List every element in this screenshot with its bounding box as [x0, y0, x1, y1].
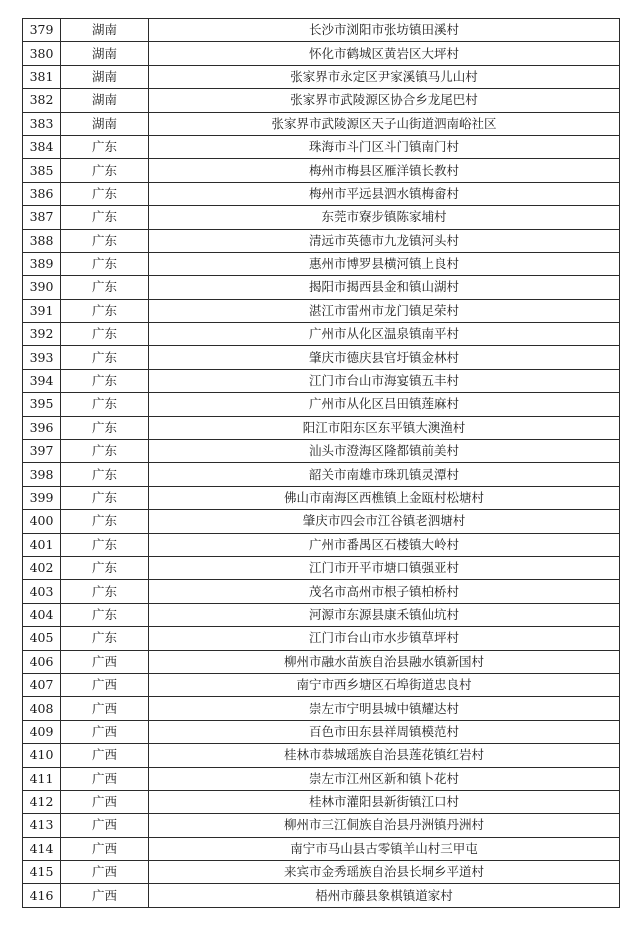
- table-row: [23, 19, 620, 42]
- village-name-cell: 肇庆市德庆县官圩镇金林村: [149, 346, 620, 369]
- row-number-cell: 400: [23, 510, 61, 533]
- table-row: [23, 393, 620, 416]
- row-number-cell: 391: [23, 299, 61, 322]
- table-row: [23, 837, 620, 860]
- table-row: [23, 65, 620, 88]
- village-name-cell: 河源市东源县康禾镇仙坑村: [149, 603, 620, 626]
- province-cell: 广西: [61, 744, 149, 767]
- province-cell: 广东: [61, 182, 149, 205]
- table-row: [23, 627, 620, 650]
- village-name-cell: 百色市田东县祥周镇模范村: [149, 720, 620, 743]
- table-row: [23, 744, 620, 767]
- village-name-cell: 张家界市武陵源区天子山街道泗南峪社区: [149, 112, 620, 135]
- village-name-cell: 柳州市融水苗族自治县融水镇新国村: [149, 650, 620, 673]
- row-number-cell: 416: [23, 884, 61, 907]
- row-number-cell: 411: [23, 767, 61, 790]
- table-row: [23, 299, 620, 322]
- row-number-cell: 380: [23, 42, 61, 65]
- table-row: [23, 229, 620, 252]
- table-row: [23, 112, 620, 135]
- row-number-cell: 397: [23, 440, 61, 463]
- village-name-cell: 南宁市西乡塘区石埠街道忠良村: [149, 673, 620, 696]
- province-cell: 广西: [61, 650, 149, 673]
- table-row: [23, 416, 620, 439]
- row-number-cell: 402: [23, 556, 61, 579]
- table-row: [23, 440, 620, 463]
- row-number-cell: 407: [23, 673, 61, 696]
- table-row: [23, 720, 620, 743]
- village-name-cell: 广州市从化区温泉镇南平村: [149, 323, 620, 346]
- province-cell: 湖南: [61, 19, 149, 42]
- village-list-table: [22, 18, 620, 908]
- province-cell: 湖南: [61, 112, 149, 135]
- row-number-cell: 395: [23, 393, 61, 416]
- table-row: [23, 884, 620, 907]
- village-name-cell: 揭阳市揭西县金和镇山湖村: [149, 276, 620, 299]
- row-number-cell: 381: [23, 65, 61, 88]
- village-name-cell: 崇左市江州区新和镇卜花村: [149, 767, 620, 790]
- village-name-cell: 南宁市马山县古零镇羊山村三甲屯: [149, 837, 620, 860]
- row-number-cell: 389: [23, 252, 61, 275]
- table-row: [23, 182, 620, 205]
- table-row: [23, 861, 620, 884]
- table-row: [23, 89, 620, 112]
- village-name-cell: 江门市台山市海宴镇五丰村: [149, 369, 620, 392]
- village-name-cell: 张家界市永定区尹家溪镇马儿山村: [149, 65, 620, 88]
- table-row: [23, 206, 620, 229]
- province-cell: 广西: [61, 720, 149, 743]
- province-cell: 广东: [61, 416, 149, 439]
- village-name-cell: 桂林市灌阳县新街镇江口村: [149, 790, 620, 813]
- province-cell: 广东: [61, 580, 149, 603]
- table-row: [23, 580, 620, 603]
- row-number-cell: 393: [23, 346, 61, 369]
- table-row: [23, 556, 620, 579]
- village-name-cell: 广州市番禺区石楼镇大岭村: [149, 533, 620, 556]
- row-number-cell: 409: [23, 720, 61, 743]
- table-row: [23, 463, 620, 486]
- village-name-cell: 江门市台山市水步镇草坪村: [149, 627, 620, 650]
- village-name-cell: 怀化市鹤城区黄岩区大坪村: [149, 42, 620, 65]
- table-row: [23, 323, 620, 346]
- province-cell: 广东: [61, 486, 149, 509]
- table-row: [23, 650, 620, 673]
- row-number-cell: 414: [23, 837, 61, 860]
- province-cell: 广西: [61, 861, 149, 884]
- village-name-cell: 珠海市斗门区斗门镇南门村: [149, 135, 620, 158]
- row-number-cell: 408: [23, 697, 61, 720]
- province-cell: 广东: [61, 393, 149, 416]
- row-number-cell: 386: [23, 182, 61, 205]
- province-cell: 广东: [61, 627, 149, 650]
- province-cell: 广东: [61, 463, 149, 486]
- village-name-cell: 佛山市南海区西樵镇上金瓯村松塘村: [149, 486, 620, 509]
- province-cell: 广东: [61, 533, 149, 556]
- row-number-cell: 392: [23, 323, 61, 346]
- village-name-cell: 广州市从化区吕田镇莲麻村: [149, 393, 620, 416]
- table-row: [23, 42, 620, 65]
- village-name-cell: 韶关市南雄市珠玑镇灵潭村: [149, 463, 620, 486]
- row-number-cell: 412: [23, 790, 61, 813]
- province-cell: 广西: [61, 837, 149, 860]
- row-number-cell: 415: [23, 861, 61, 884]
- row-number-cell: 388: [23, 229, 61, 252]
- province-cell: 广东: [61, 440, 149, 463]
- province-cell: 广东: [61, 252, 149, 275]
- province-cell: 广东: [61, 135, 149, 158]
- table-row: [23, 673, 620, 696]
- province-cell: 广东: [61, 603, 149, 626]
- table-body: [23, 19, 620, 908]
- province-cell: 湖南: [61, 65, 149, 88]
- row-number-cell: 401: [23, 533, 61, 556]
- row-number-cell: 396: [23, 416, 61, 439]
- row-number-cell: 410: [23, 744, 61, 767]
- village-name-cell: 桂林市恭城瑶族自治县莲花镇红岩村: [149, 744, 620, 767]
- province-cell: 湖南: [61, 89, 149, 112]
- province-cell: 广东: [61, 229, 149, 252]
- village-name-cell: 惠州市博罗县横河镇上良村: [149, 252, 620, 275]
- table-row: [23, 159, 620, 182]
- table-row: [23, 510, 620, 533]
- province-cell: 广东: [61, 556, 149, 579]
- province-cell: 广西: [61, 673, 149, 696]
- village-name-cell: 张家界市武陵源区协合乡龙尾巴村: [149, 89, 620, 112]
- village-name-cell: 东莞市寮步镇陈家埔村: [149, 206, 620, 229]
- province-cell: 广西: [61, 767, 149, 790]
- province-cell: 广东: [61, 276, 149, 299]
- table-row: [23, 697, 620, 720]
- table-row: [23, 252, 620, 275]
- row-number-cell: 385: [23, 159, 61, 182]
- row-number-cell: 399: [23, 486, 61, 509]
- province-cell: 广西: [61, 790, 149, 813]
- table-row: [23, 346, 620, 369]
- table-row: [23, 767, 620, 790]
- village-name-cell: 梅州市平远县泗水镇梅畲村: [149, 182, 620, 205]
- row-number-cell: 387: [23, 206, 61, 229]
- village-name-cell: 阳江市阳东区东平镇大澳渔村: [149, 416, 620, 439]
- table-row: [23, 369, 620, 392]
- province-cell: 广东: [61, 346, 149, 369]
- table-row: [23, 135, 620, 158]
- row-number-cell: 382: [23, 89, 61, 112]
- village-name-cell: 长沙市浏阳市张坊镇田溪村: [149, 19, 620, 42]
- village-name-cell: 柳州市三江侗族自治县丹洲镇丹洲村: [149, 814, 620, 837]
- table-row: [23, 276, 620, 299]
- province-cell: 广西: [61, 697, 149, 720]
- province-cell: 广东: [61, 323, 149, 346]
- province-cell: 湖南: [61, 42, 149, 65]
- table-row: [23, 814, 620, 837]
- province-cell: 广东: [61, 159, 149, 182]
- row-number-cell: 398: [23, 463, 61, 486]
- province-cell: 广东: [61, 299, 149, 322]
- village-name-cell: 梧州市藤县象棋镇道家村: [149, 884, 620, 907]
- village-name-cell: 梅州市梅县区雁洋镇长教村: [149, 159, 620, 182]
- province-cell: 广东: [61, 369, 149, 392]
- table-row: [23, 603, 620, 626]
- province-cell: 广东: [61, 510, 149, 533]
- row-number-cell: 413: [23, 814, 61, 837]
- table-row: [23, 533, 620, 556]
- village-name-cell: 汕头市澄海区隆都镇前美村: [149, 440, 620, 463]
- table-row: [23, 486, 620, 509]
- province-cell: 广东: [61, 206, 149, 229]
- village-name-cell: 来宾市金秀瑶族自治县长垌乡平道村: [149, 861, 620, 884]
- village-name-cell: 清远市英德市九龙镇河头村: [149, 229, 620, 252]
- row-number-cell: 384: [23, 135, 61, 158]
- village-name-cell: 肇庆市四会市江谷镇老泗塘村: [149, 510, 620, 533]
- row-number-cell: 403: [23, 580, 61, 603]
- village-name-cell: 茂名市高州市根子镇柏桥村: [149, 580, 620, 603]
- village-name-cell: 湛江市雷州市龙门镇足荣村: [149, 299, 620, 322]
- row-number-cell: 383: [23, 112, 61, 135]
- row-number-cell: 406: [23, 650, 61, 673]
- province-cell: 广西: [61, 884, 149, 907]
- row-number-cell: 390: [23, 276, 61, 299]
- village-name-cell: 江门市开平市塘口镇强亚村: [149, 556, 620, 579]
- row-number-cell: 394: [23, 369, 61, 392]
- row-number-cell: 379: [23, 19, 61, 42]
- row-number-cell: 405: [23, 627, 61, 650]
- province-cell: 广西: [61, 814, 149, 837]
- village-name-cell: 崇左市宁明县城中镇耀达村: [149, 697, 620, 720]
- row-number-cell: 404: [23, 603, 61, 626]
- table-row: [23, 790, 620, 813]
